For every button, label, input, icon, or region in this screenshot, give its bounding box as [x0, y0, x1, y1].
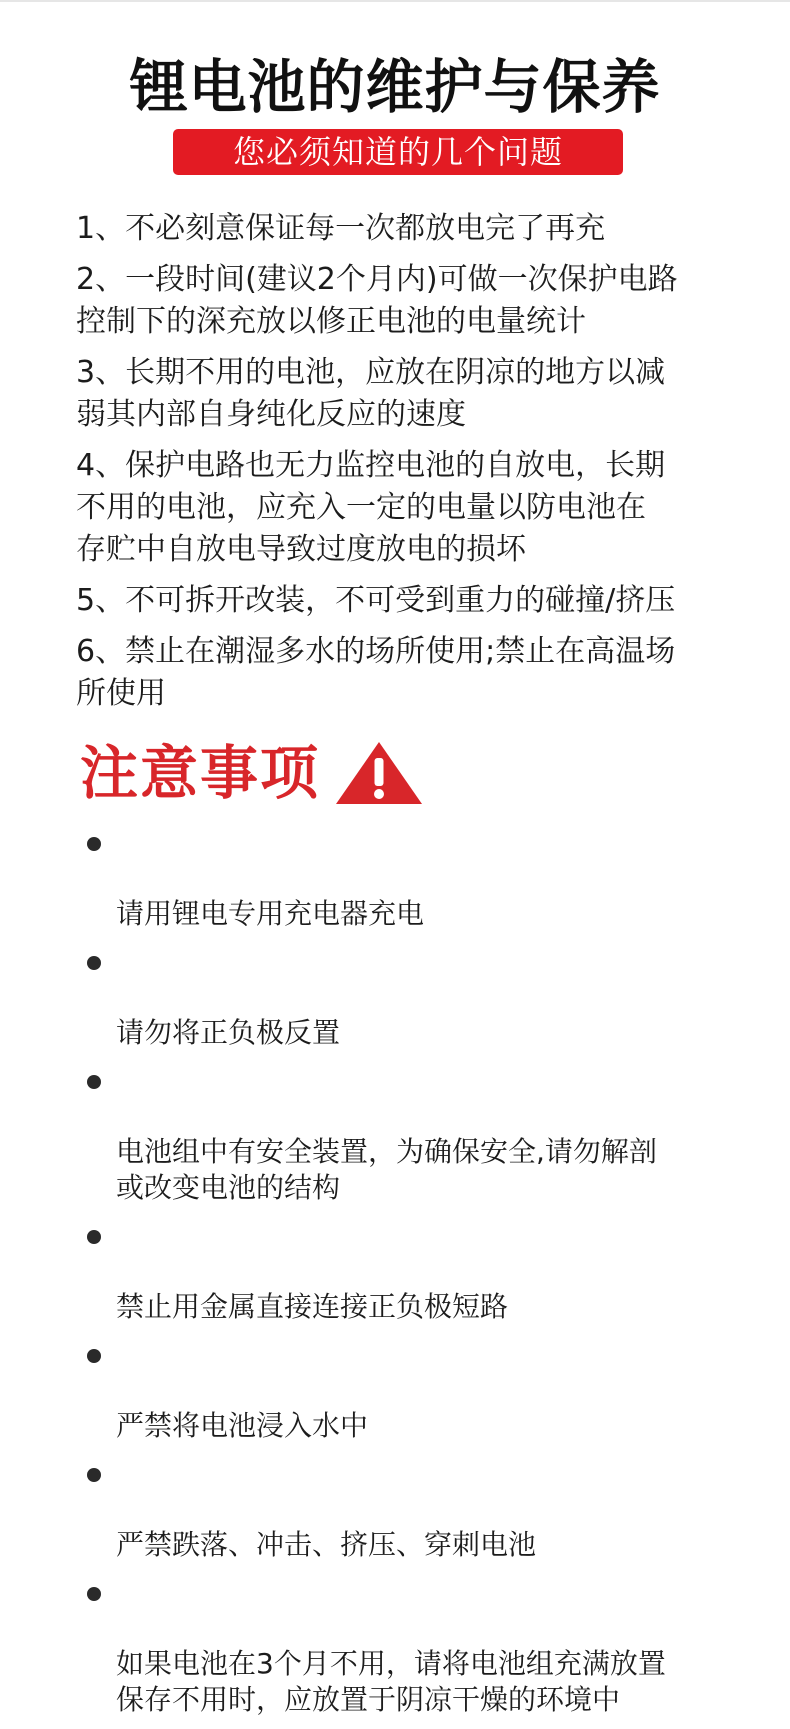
top-divider — [0, 0, 790, 2]
question-item-2: 2、一段时间(建议2个月内)可做一次保护电路 控制下的深充放以修正电池的电量统计 — [76, 262, 678, 339]
question-item-1: 1、不必刻意保证每一次都放电完了再充 — [76, 211, 606, 246]
bullet-icon — [87, 1349, 101, 1363]
notice-item-text: 请勿将正负极反置 — [116, 1016, 341, 1049]
questions-list — [76, 208, 776, 724]
notice-title: 注意事项 — [80, 739, 321, 807]
bullet-icon — [87, 956, 101, 970]
question-item-3: 3、长期不用的电池，应放在阴凉的地方以减 弱其内部自身纯化反应的速度 — [76, 355, 666, 432]
notice-item-1 — [86, 824, 766, 932]
bullet-icon — [87, 1468, 101, 1482]
notice-item-text: 禁止用金属直接连接正负极短路 — [116, 1290, 509, 1323]
question-item-6: 6、禁止在潮湿多水的场所使用;禁止在高温场 所使用 — [76, 634, 676, 711]
notice-item-3 — [86, 1062, 766, 1206]
warning-triangle-icon — [334, 740, 424, 806]
notice-item-text: 严禁将电池浸入水中 — [116, 1409, 369, 1442]
notice-item-text: 严禁跌落、冲击、挤压、穿刺电池 — [116, 1528, 537, 1561]
notice-item-text: 电池组中有安全装置，为确保安全,请勿解剖 或改变电池的结构 — [116, 1135, 657, 1204]
question-item-4: 4、保护电路也无力监控电池的自放电，长期 不用的电池，应充入一定的电量以防电池在 存贮中自放电导致过度放电的损坏 — [76, 448, 666, 567]
notice-item-text: 如果电池在3个月不用，请将电池组充满放置 保存不用时，应放置于阴凉干燥的环境中 — [116, 1647, 666, 1716]
notice-item-7 — [86, 1574, 766, 1718]
notice-item-text: 请用锂电专用充电器充电 — [116, 897, 425, 930]
notice-item-5 — [86, 1336, 766, 1444]
bullet-icon — [87, 837, 101, 851]
bullet-icon — [87, 1230, 101, 1244]
notice-list — [86, 824, 766, 1729]
notice-item-4 — [86, 1217, 766, 1325]
bullet-icon — [87, 1075, 101, 1089]
subtitle-banner: 您必须知道的几个问题 — [173, 129, 623, 175]
notice-item-6 — [86, 1455, 766, 1563]
page-title: 锂电池的维护与保养 — [129, 53, 661, 121]
bullet-icon — [87, 1587, 101, 1601]
notice-heading — [80, 733, 424, 813]
question-item-5: 5、不可拆开改装，不可受到重力的碰撞/挤压 — [76, 583, 676, 618]
notice-item-2 — [86, 943, 766, 1051]
